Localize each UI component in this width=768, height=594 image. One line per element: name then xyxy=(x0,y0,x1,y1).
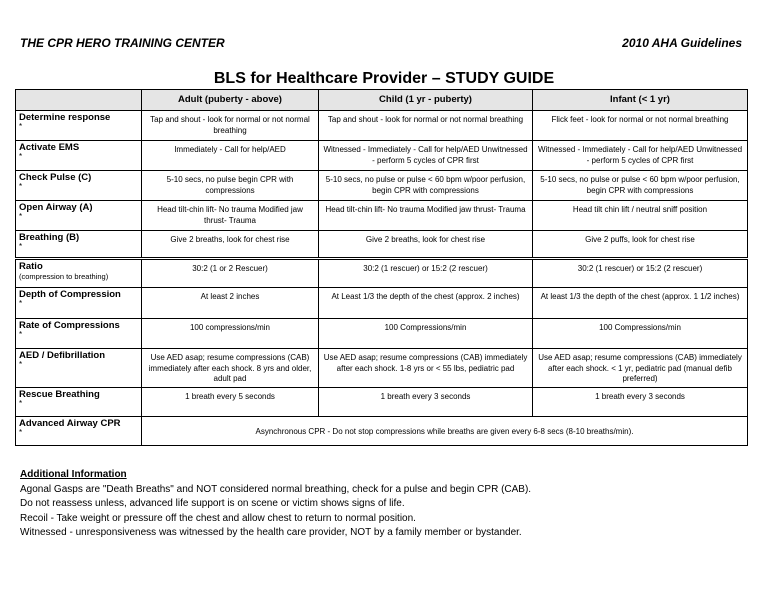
cell-adult: Give 2 breaths, look for chest rise xyxy=(142,231,319,259)
table-header-row xyxy=(16,90,748,111)
additional-heading: Additional Information xyxy=(20,469,127,480)
cell-advanced-airway: Asynchronous CPR - Do not stop compressions while breaths are given every 6-8 secs (8-10 breaths/min). xyxy=(142,417,748,446)
table-row xyxy=(16,259,748,288)
cell-adult: 5-10 secs, no pulse begin CPR with compressions xyxy=(142,171,319,201)
column-header-child: Child (1 yr - puberty) xyxy=(319,90,533,111)
cell-infant: 30:2 (1 rescuer) or 15:2 (2 rescuer) xyxy=(533,259,748,288)
cell-adult: Immediately - Call for help/AED xyxy=(142,141,319,171)
table-row xyxy=(16,349,748,388)
row-label-marker: * xyxy=(19,428,23,437)
cell-infant: Head tilt chin lift / neutral sniff position xyxy=(533,201,748,231)
cell-infant: 5-10 secs, no pulse or pulse < 60 bpm w/poor perfusion, begin CPR with compressions xyxy=(533,171,748,201)
row-label-marker: * xyxy=(19,122,23,131)
table-row xyxy=(16,388,748,417)
row-label-text: Rate of Compressions xyxy=(19,320,120,331)
row-label xyxy=(16,141,142,171)
cell-infant: At least 1/3 the depth of the chest (approx. 1 1/2 inches) xyxy=(533,288,748,319)
row-label-text: Open Airway (A) xyxy=(19,202,93,213)
column-header-infant: Infant (< 1 yr) xyxy=(533,90,748,111)
row-label xyxy=(16,111,142,141)
row-label-text: Rescue Breathing xyxy=(19,389,100,400)
row-label-text: Check Pulse (C) xyxy=(19,172,92,183)
row-label-text: Activate EMS xyxy=(19,142,80,153)
row-label-marker: * xyxy=(19,299,23,308)
row-label xyxy=(16,417,142,446)
row-label-marker: * xyxy=(19,330,23,339)
row-label-text: Determine response xyxy=(19,112,111,123)
study-guide-table xyxy=(15,89,748,446)
row-label-subtext: (compression to breathing) xyxy=(19,272,109,281)
cell-child: Head tilt-chin lift- No trauma Modified jaw thrust- Trauma xyxy=(319,201,533,231)
cell-child: 100 Compressions/min xyxy=(319,319,533,349)
cell-adult: Head tilt-chin lift- No trauma Modified jaw thrust- Trauma xyxy=(142,201,319,231)
training-center-name: THE CPR HERO TRAINING CENTER xyxy=(20,36,225,50)
cell-infant: Use AED asap; resume compressions (CAB) immediately after each shock. < 1 yr, pediatric pad (manual defib preferred) xyxy=(533,349,748,388)
row-label xyxy=(16,288,142,319)
table-row xyxy=(16,319,748,349)
row-label-marker: * xyxy=(19,242,23,251)
row-label-text: Depth of Compression xyxy=(19,289,121,300)
row-label-marker: * xyxy=(19,182,23,191)
page-title: BLS for Healthcare Provider – STUDY GUIDE xyxy=(213,70,555,87)
cell-infant: 100 Compressions/min xyxy=(533,319,748,349)
row-label xyxy=(16,388,142,417)
cell-child: 30:2 (1 rescuer) or 15:2 (2 rescuer) xyxy=(319,259,533,288)
cell-child: Tap and shout - look for normal or not normal breathing xyxy=(319,111,533,141)
row-label xyxy=(16,201,142,231)
row-label-marker: * xyxy=(19,152,23,161)
cell-adult: 1 breath every 5 seconds xyxy=(142,388,319,417)
additional-information xyxy=(20,468,531,541)
cell-adult: 30:2 (1 or 2 Rescuer) xyxy=(142,259,319,288)
additional-line: Witnessed - unresponsiveness was witnessed by the health care provider, NOT by a family member or bystander. xyxy=(20,527,522,538)
row-label-marker: * xyxy=(19,360,23,369)
cell-adult: Use AED asap; resume compressions (CAB) immediately after each shock. 8 yrs and older, adult pad xyxy=(142,349,319,388)
row-label-text: Advanced Airway CPR xyxy=(19,418,121,429)
cell-child: 5-10 secs, no pulse or pulse < 60 bpm w/poor perfusion, begin CPR with compressions xyxy=(319,171,533,201)
row-label xyxy=(16,171,142,201)
row-label-text: Ratio xyxy=(19,261,43,272)
table-row xyxy=(16,288,748,319)
additional-line: Recoil - Take weight or pressure off the chest and allow chest to return to normal position. xyxy=(20,512,416,524)
row-label-marker: * xyxy=(19,399,23,408)
cell-adult: At least 2 inches xyxy=(142,288,319,319)
cell-infant: Flick feet - look for normal or not normal breathing xyxy=(533,111,748,141)
cell-infant: Give 2 puffs, look for chest rise xyxy=(533,231,748,259)
row-label xyxy=(16,231,142,259)
table-row xyxy=(16,417,748,446)
row-label-text: Breathing (B) xyxy=(19,232,80,243)
table-row xyxy=(16,111,748,141)
table-row xyxy=(16,201,748,231)
cell-child: 1 breath every 3 seconds xyxy=(319,388,533,417)
row-label xyxy=(16,319,142,349)
additional-line: Do not reassess unless, advanced life support is on scene or victim shows signs of life. xyxy=(20,498,405,509)
guidelines-version: 2010 AHA Guidelines xyxy=(622,36,742,50)
additional-line: Agonal Gasps are "Death Breaths" and NOT considered normal breathing, check for a pulse and begin CPR (CAB). xyxy=(20,483,532,495)
cell-child: Witnessed - Immediately - Call for help/AED Unwitnessed - perform 5 cycles of CPR first xyxy=(319,141,533,171)
cell-child: At Least 1/3 the depth of the chest (approx. 2 inches) xyxy=(319,288,533,319)
cell-adult: 100 compressions/min xyxy=(142,319,319,349)
cell-child: Give 2 breaths, look for chest rise xyxy=(319,231,533,259)
table-row xyxy=(16,141,748,171)
column-header-blank xyxy=(16,90,142,111)
cell-adult: Tap and shout - look for normal or not normal breathing xyxy=(142,111,319,141)
cell-infant: 1 breath every 3 seconds xyxy=(533,388,748,417)
row-label xyxy=(16,259,142,288)
table-row xyxy=(16,171,748,201)
table-row xyxy=(16,231,748,259)
row-label-text: AED / Defibrillation xyxy=(19,350,106,361)
row-label-marker: * xyxy=(19,212,23,221)
column-header-adult: Adult (puberty - above) xyxy=(142,90,319,111)
cell-child: Use AED asap; resume compressions (CAB) immediately after each shock. 1-8 yrs or < 55 lbs, pediatric pad xyxy=(319,349,533,388)
row-label xyxy=(16,349,142,388)
cell-infant: Witnessed - Immediately - Call for help/AED Unwitnessed - perform 5 cycles of CPR first xyxy=(533,141,748,171)
